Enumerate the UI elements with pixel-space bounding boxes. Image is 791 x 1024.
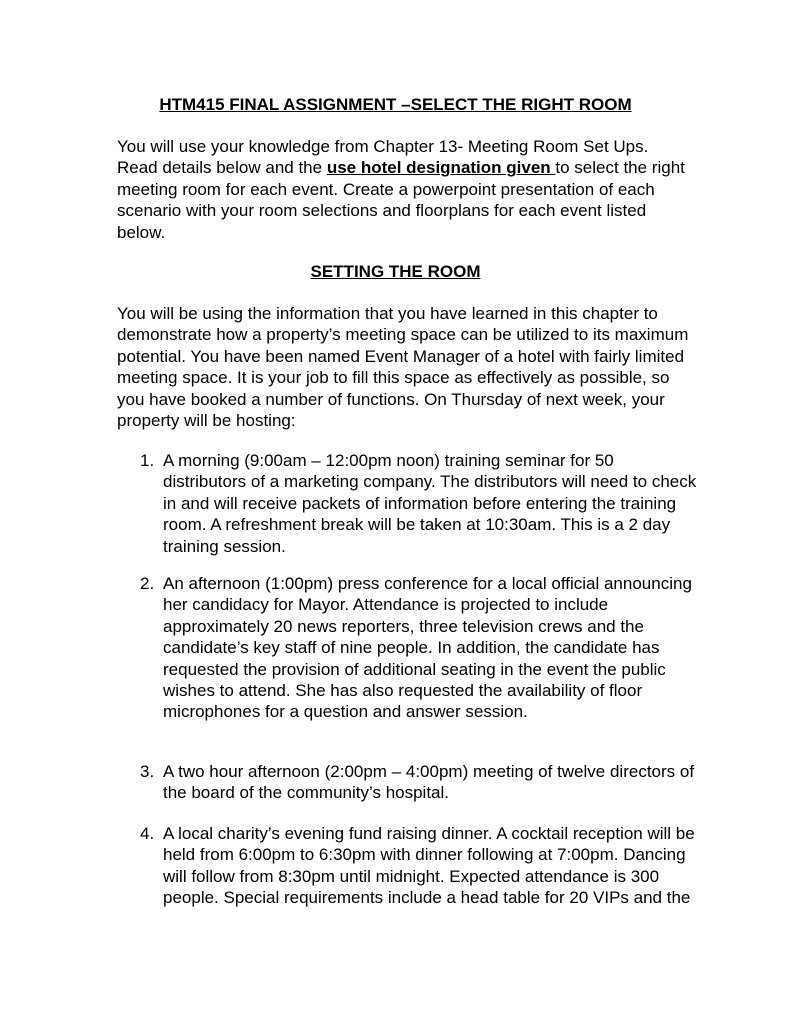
document-title: HTM415 FINAL ASSIGNMENT –SELECT THE RIGHT ROOM [159, 95, 632, 114]
intro-text-after: to select the right meeting room for each event. Create a powerpoint presentation of each scenario with your room selections and floorplans for each event listed below. [117, 158, 685, 242]
intro-text-before: You will use your knowledge from Chapter 13- Meeting Room Set Ups. Read details below and the [117, 137, 649, 178]
list-item [140, 450, 700, 557]
list-item-text: A morning (9:00am – 12:00pm noon) training seminar for 50 distributors of a marketing company. The distributors will need to check in and will receive packets of information before entering the training room. A refreshment break will be taken at 10:30am. This is a 2 day training session. [163, 451, 697, 556]
list-item [140, 823, 700, 909]
list-item-number: 4. [140, 824, 155, 843]
list-item [140, 573, 700, 723]
section-title: SETTING THE ROOM [310, 262, 481, 281]
list-item [140, 761, 700, 804]
list-item-number: 3. [140, 762, 155, 781]
list-item-text: A local charity’s evening fund raising dinner. A cocktail reception will be held from 6:00pm to 6:30pm with dinner following at 7:00pm. Dancing will follow from 8:30pm until midnight. Expected attendance is 300 people. Special requirements include a head table for 20 VIPs and the [163, 824, 695, 908]
intro-paragraph [117, 136, 692, 243]
list-item-text: An afternoon (1:00pm) press conference for a local official announcing her candidacy for Mayor. Attendance is projected to include approximately 20 news reporters, three television crews and the candidate’s key staff of nine people. In addition, the candidate has requested the provision of additional seating in the event the public wishes to attend. She has also requested the availability of floor microphones for a question and answer session. [163, 574, 692, 722]
list-item-text: A two hour afternoon (2:00pm – 4:00pm) meeting of twelve directors of the board of the community’s hospital. [163, 762, 695, 803]
list-item-number: 1. [140, 451, 155, 470]
list-item-number: 2. [140, 574, 155, 593]
section-paragraph: You will be using the information that you have learned in this chapter to demonstrate how a property’s meeting space can be utilized to its maximum potential. You have been named Event Manager of a hotel with fairly limited meeting space. It is your job to fill this space as effectively as possible, so you have booked a number of functions. On Thursday of next week, your property will be hosting: [117, 304, 689, 431]
intro-emphasis: use hotel designation given [326, 158, 556, 178]
